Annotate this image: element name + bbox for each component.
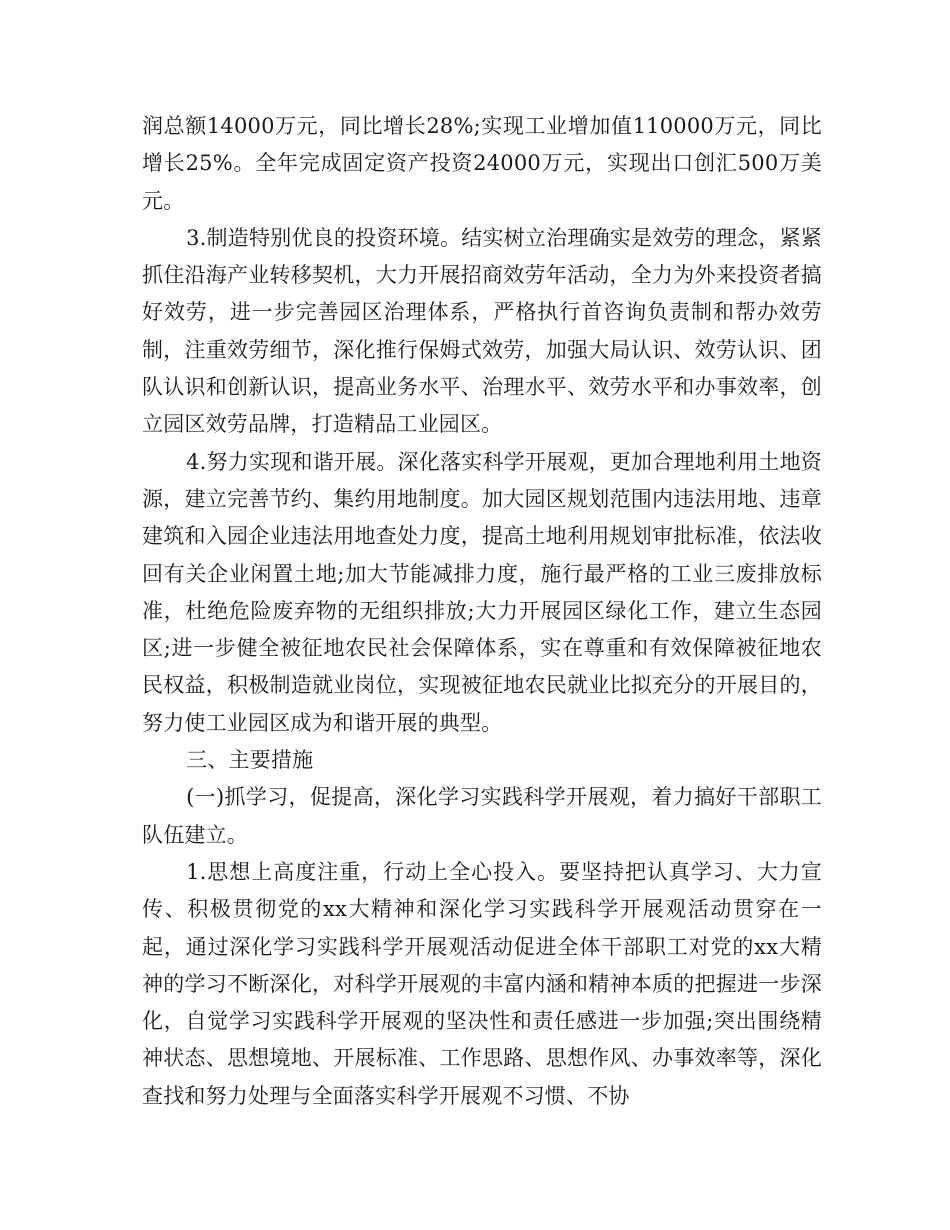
- paragraph-investment-environment: 3.制造特别优良的投资环境。结实树立治理确实是效劳的理念，紧紧抓住沿海产业转移契机，大力开展招商效劳年活动，全力为外来投资者搞好效劳，进一步完善园区治理体系，严格执行首咨询负责制和帮办效劳制，注重效劳细节，深化推行保姆式效劳，加强大局认识、效劳认识、团队认识和创新认识，提高业务水平、治理水平、效劳水平和办事效率，创立园区效劳品牌，打造精品工业园区。: [142, 225, 822, 437]
- document-body: [142, 108, 822, 1115]
- paragraph-harmonious-development: 4.努力实现和谐开展。深化落实科学开展观，更加合理地利用土地资源，建立完善节约、集约用地制度。加大园区规划范围内违法用地、违章建筑和入园企业违法用地查处力度，提高土地利用规划审批标准，依法收回有关企业闲置土地;加大节能减排力度，施行最严格的工业三废排放标准，杜绝危险废弃物的无组织排放;大力开展园区绿化工作，建立生态园区;进一步健全被征地农民社会保障体系，实在尊重和有效保障被征地农民权益，积极制造就业岗位，实现被征地农民就业比拟充分的开展目的，努力使工业园区成为和谐开展的典型。: [142, 449, 822, 735]
- section-heading-main-measures: 三、主要措施: [186, 748, 314, 773]
- paragraph-ideological-emphasis: 1.思想上高度注重，行动上全心投入。要坚持把认真学习、大力宣传、积极贯彻党的xx大精神和深化学习实践科学开展观活动贯穿在一起，通过深化学习实践科学开展观活动促进全体干部职工对党的xx大精神的学习不断深化，对科学开展观的丰富内涵和精神本质的把握进一步深化，自觉学习实践科学开展观的坚决性和责任感进一步加强;突出围绕精神状态、思想境地、开展标准、工作思路、思想作风、办事效率等，深化查找和努力处理与全面落实科学开展观不习惯、不协: [142, 859, 822, 1108]
- subsection-heading-study: (一)抓学习，促提高，深化学习实践科学开展观，着力搞好干部职工队伍建立。: [142, 785, 822, 847]
- paragraph-continued: 润总额14000万元，同比增长28%;实现工业增加值110000万元，同比增长25%。全年完成固定资产投资24000万元，实现出口创汇500万美元。: [142, 114, 822, 213]
